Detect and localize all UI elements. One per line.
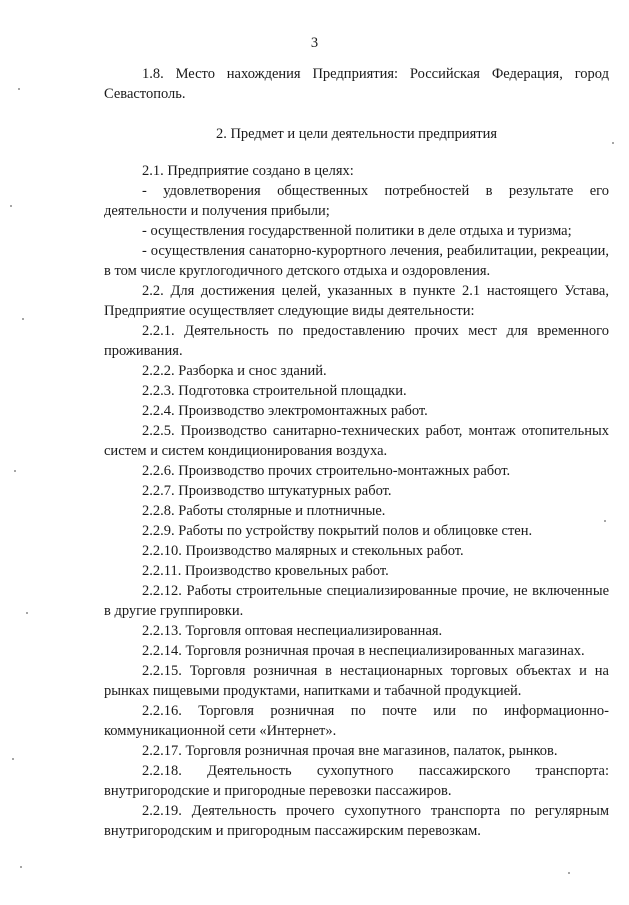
paragraph: 2.1. Предприятие создано в целях: [142, 163, 354, 179]
paragraph: 2.2.1. Деятельность по предоставлению прочих мест для временного проживания. [104, 323, 609, 359]
scan-speck [20, 866, 22, 868]
scan-speck [26, 612, 28, 614]
paragraph: 2.2.12. Работы строительные специализированные прочие, не включенные в другие группировки. [104, 583, 609, 619]
paragraph: 2.2.6. Производство прочих строительно-монтажных работ. [142, 463, 511, 479]
paragraph: - осуществления государственной политики в деле отдыха и туризма; [142, 223, 572, 239]
paragraph: 2.2.3. Подготовка строительной площадки. [142, 383, 407, 399]
paragraph: 2.2.18. Деятельность сухопутного пассажирского транспорта: внутригородские и пригородные перевозки пассажиров. [104, 763, 609, 799]
paragraph: 2.2.10. Производство малярных и стекольных работ. [142, 543, 464, 559]
scan-speck [10, 205, 12, 207]
paragraph: 2.2. Для достижения целей, указанных в пункте 2.1 настоящего Устава, Предприятие осуществляет следующие виды деятельности: [104, 283, 609, 319]
paragraph: 2.2.13. Торговля оптовая неспециализированная. [142, 623, 443, 639]
paragraph-location: 1.8. Место нахождения Предприятия: Российская Федерация, город Севастополь. [104, 66, 609, 102]
paragraph: - удовлетворения общественных потребностей в результате его деятельности и получения прибыли; [104, 183, 609, 219]
paragraph: - осуществления санаторно-курортного лечения, реабилитации, рекреации, в том числе круглогодичного детского отдыха и оздоровления. [104, 243, 609, 279]
paragraph: 2.2.17. Торговля розничная прочая вне магазинов, палаток, рынков. [142, 743, 558, 759]
scan-speck [18, 88, 20, 90]
section-heading: 2. Предмет и цели деятельности предприятия [215, 126, 498, 142]
paragraph: 2.2.5. Производство санитарно-технических работ, монтаж отопительных систем и систем кондиционирования воздуха. [104, 423, 609, 459]
scan-speck [604, 520, 606, 522]
scan-speck [12, 758, 14, 760]
scan-speck [568, 872, 570, 874]
page-number: 3 [310, 35, 319, 51]
paragraph: 2.2.19. Деятельность прочего сухопутного транспорта по регулярным внутригородским и пригородным пассажирским перевозкам. [104, 803, 609, 839]
paragraph: 2.2.7. Производство штукатурных работ. [142, 483, 392, 499]
scan-speck [14, 470, 16, 472]
scan-speck [22, 318, 24, 320]
paragraph: 2.2.11. Производство кровельных работ. [142, 563, 389, 579]
document-body [104, 64, 609, 841]
paragraph: 2.2.9. Работы по устройству покрытий полов и облицовке стен. [142, 523, 533, 539]
paragraph: 2.2.16. Торговля розничная по почте или по информационно-коммуникационной сети «Интернет». [104, 703, 609, 739]
paragraph: 2.2.2. Разборка и снос зданий. [142, 363, 327, 379]
paragraph: 2.2.4. Производство электромонтажных работ. [142, 403, 428, 419]
paragraph: 2.2.14. Торговля розничная прочая в неспециализированных магазинах. [142, 643, 585, 659]
scan-speck [612, 142, 614, 144]
paragraph: 2.2.15. Торговля розничная в нестационарных торговых объектах и на рынках пищевыми продуктами, напитками и табачной продукцией. [104, 663, 609, 699]
paragraph: 2.2.8. Работы столярные и плотничные. [142, 503, 386, 519]
